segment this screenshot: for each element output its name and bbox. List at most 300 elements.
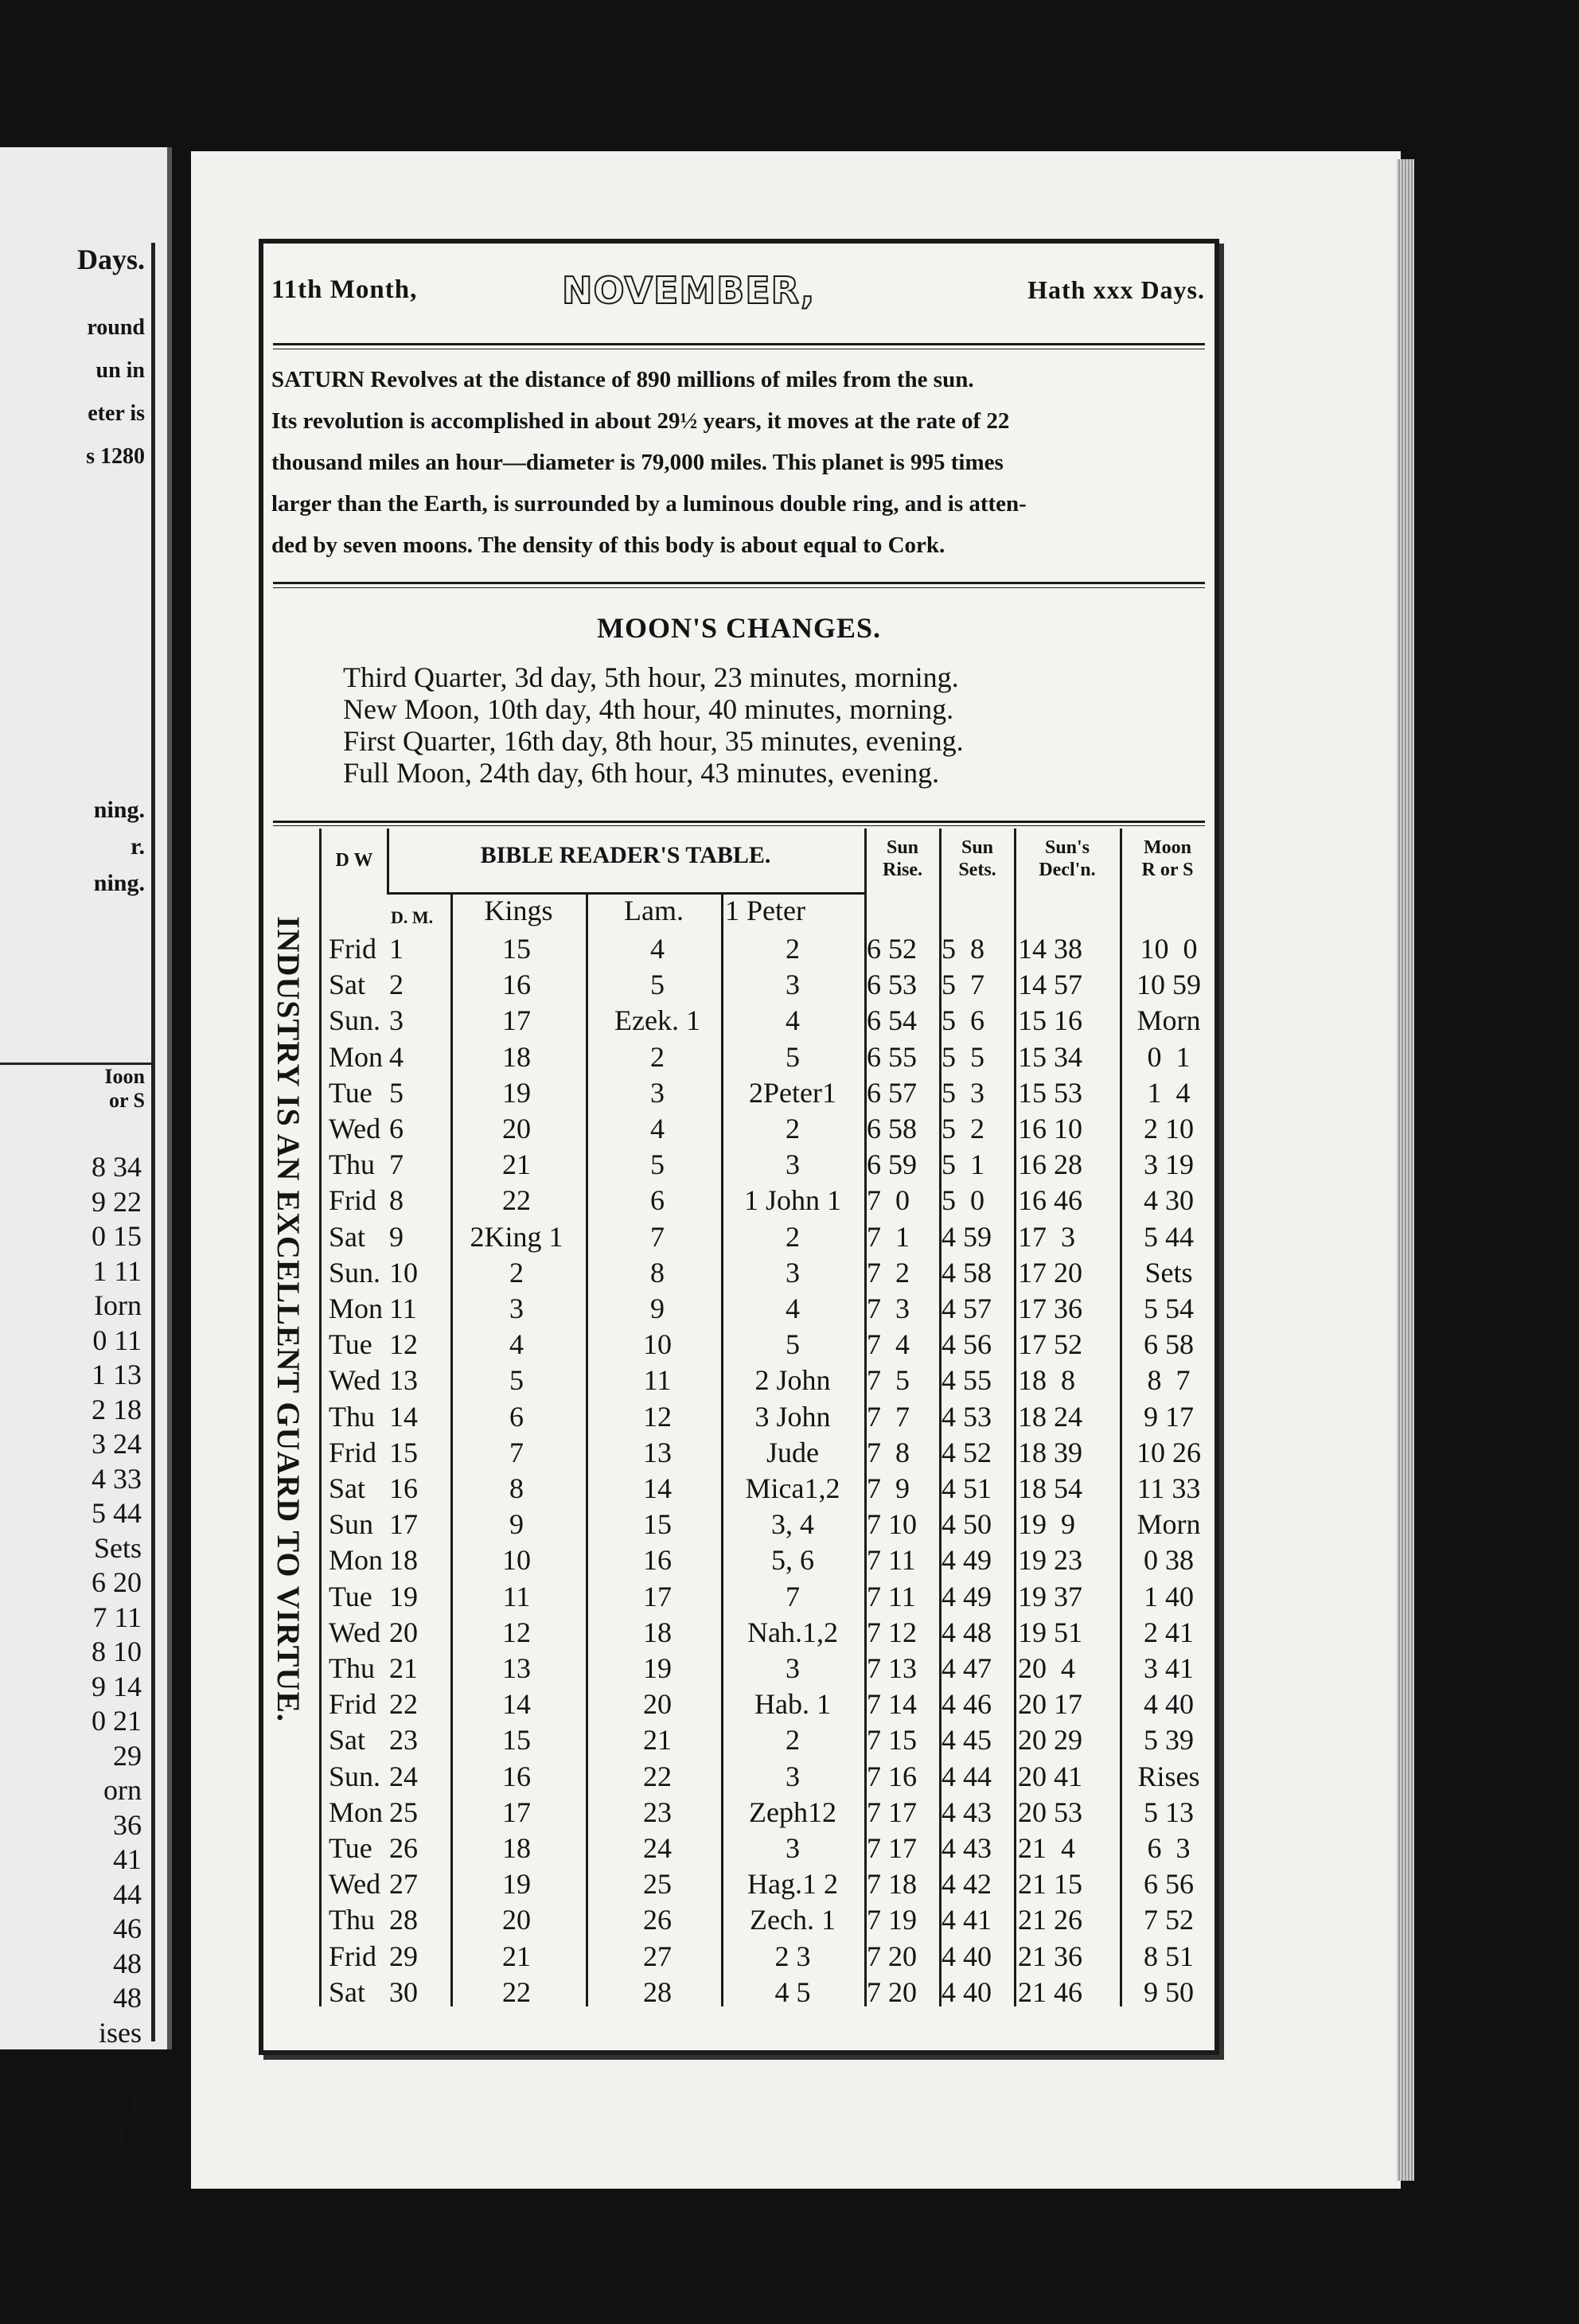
- moon-changes-lines: [343, 661, 964, 789]
- moon-rise-set-cell: Morn: [1136, 1508, 1201, 1541]
- day-of-month-cell: 16: [389, 1472, 418, 1504]
- left-value: 7 11: [92, 1601, 142, 1633]
- left-value: 5 44: [92, 1497, 142, 1529]
- table-row: [263, 1903, 1214, 1938]
- left-moon-lines: [0, 792, 151, 902]
- day-of-week-cell: Mon: [329, 1293, 384, 1324]
- sunset-cell: 4 45: [942, 1724, 992, 1757]
- sunrise-cell: 7 0: [867, 1184, 910, 1217]
- sunset-cell: 5 3: [942, 1076, 984, 1109]
- divider: [273, 343, 1205, 345]
- sunrise-cell: 7 1: [867, 1220, 910, 1253]
- sunrise-cell: 7 3: [867, 1293, 910, 1324]
- table-row: [263, 1831, 1214, 1866]
- peter-reading-cell: 2 3: [774, 1940, 811, 1972]
- day-of-month-cell: 12: [389, 1328, 418, 1361]
- left-value: 2: [127, 2189, 142, 2221]
- peter-reading-cell: Hab. 1: [754, 1688, 831, 1721]
- left-moon-line: r.: [130, 833, 145, 860]
- peter-reading-cell: 3 John: [754, 1400, 831, 1433]
- sunset-cell: 4 42: [942, 1868, 992, 1901]
- table-row: [263, 1651, 1214, 1686]
- sunset-cell: 4 47: [942, 1652, 992, 1684]
- peter-reading-cell: 3: [786, 1148, 800, 1181]
- left-value: 6 20: [92, 1566, 142, 1598]
- sun-declination-cell: 19 37: [1018, 1580, 1082, 1612]
- left-value: 48: [113, 1947, 142, 1979]
- day-of-week-cell: Tue: [329, 1580, 372, 1612]
- sunset-cell: 4 49: [942, 1544, 992, 1577]
- subhead-dm: D. M.: [391, 907, 434, 927]
- day-of-month-cell: 20: [389, 1616, 418, 1648]
- kings-reading-cell: 22: [502, 1184, 531, 1217]
- lam-reading-cell: 17: [643, 1580, 672, 1612]
- sunrise-cell: 7 11: [867, 1544, 916, 1577]
- table-row: [263, 1436, 1214, 1471]
- lam-reading-cell: 25: [643, 1868, 672, 1901]
- table-row: [263, 1040, 1214, 1075]
- kings-reading-cell: 15: [502, 933, 531, 965]
- table-row: [263, 932, 1214, 967]
- left-facing-page: [0, 147, 172, 2221]
- table-row: [263, 1183, 1214, 1219]
- peter-reading-cell: Nah.1,2: [747, 1616, 838, 1648]
- peter-reading-cell: 4: [786, 1004, 800, 1037]
- sunrise-cell: 7 13: [867, 1652, 917, 1684]
- peter-reading-cell: 2 John: [754, 1364, 831, 1397]
- sunrise-cell: 7 18: [867, 1868, 917, 1901]
- sunset-cell: 4 44: [942, 1760, 992, 1792]
- sun-declination-cell: 16 28: [1018, 1148, 1082, 1181]
- day-of-week-cell: Sat: [329, 1724, 366, 1757]
- day-of-week-cell: Sun: [329, 1508, 374, 1541]
- lam-reading-cell: 22: [643, 1760, 672, 1792]
- paragraph-line: Its revolution is accomplished in about 29½ years, it moves at the rate of 22: [271, 408, 1010, 434]
- moon-rise-set-cell: 4 40: [1144, 1688, 1194, 1721]
- day-of-week-cell: Sat: [329, 1220, 366, 1253]
- left-value: 2 18: [92, 1393, 142, 1425]
- moon-rise-set-cell: 6 56: [1144, 1868, 1194, 1901]
- day-of-week-cell: Mon: [329, 1544, 384, 1577]
- day-of-month-cell: 15: [389, 1436, 418, 1468]
- left-moon-line: ning.: [93, 797, 145, 823]
- day-of-month-cell: 14: [389, 1400, 418, 1433]
- moon-rise-set-cell: 6 3: [1147, 1832, 1191, 1864]
- lam-reading-cell: 5: [650, 1148, 665, 1181]
- left-moon-line: ning.: [93, 870, 145, 896]
- moon-rise-set-cell: 2 41: [1144, 1616, 1194, 1648]
- sunrise-cell: 7 2: [867, 1256, 910, 1289]
- kings-reading-cell: 17: [502, 1004, 531, 1037]
- peter-reading-cell: 3: [786, 1652, 800, 1684]
- table-row: [263, 1148, 1214, 1183]
- divider: [273, 582, 1205, 584]
- moon-rise-set-cell: 7 52: [1144, 1904, 1194, 1936]
- column-head-line: Sun: [886, 837, 919, 858]
- day-of-week-cell: Tue: [329, 1832, 372, 1864]
- sunset-cell: 4 50: [942, 1508, 992, 1541]
- peter-reading-cell: 3, 4: [771, 1508, 814, 1541]
- sun-declination-cell: 18 39: [1018, 1436, 1082, 1468]
- sunrise-cell: 7 19: [867, 1904, 917, 1936]
- sunset-cell: 4 43: [942, 1832, 992, 1864]
- kings-reading-cell: 8: [509, 1472, 524, 1504]
- day-of-week-cell: Frid: [329, 1436, 377, 1468]
- sunrise-cell: 6 54: [867, 1004, 917, 1037]
- peter-reading-cell: 2: [786, 1724, 800, 1757]
- day-of-month-cell: 10: [389, 1256, 418, 1289]
- kings-reading-cell: 13: [502, 1652, 531, 1684]
- divider: [273, 587, 1205, 588]
- sun-declination-cell: 21 4: [1018, 1832, 1075, 1864]
- column-head-line: Sets.: [958, 860, 996, 880]
- left-column-head-line: Ioon: [104, 1065, 145, 1088]
- sunrise-cell: 6 52: [867, 933, 917, 965]
- kings-reading-cell: 22: [502, 1975, 531, 2008]
- day-of-week-cell: Wed: [329, 1616, 381, 1648]
- left-value: 36: [113, 1808, 142, 1841]
- table-row: [263, 1687, 1214, 1722]
- day-of-week-cell: Sat: [329, 969, 366, 1001]
- day-of-month-cell: 28: [389, 1904, 418, 1936]
- peter-reading-cell: 3: [786, 1760, 800, 1792]
- table-row: [263, 1580, 1214, 1615]
- sunrise-cell: 7 4: [867, 1328, 910, 1361]
- kings-reading-cell: 12: [502, 1616, 531, 1648]
- day-of-week-cell: Frid: [329, 1940, 377, 1972]
- day-of-week-cell: Sat: [329, 1975, 366, 2008]
- sun-declination-cell: 15 16: [1018, 1004, 1082, 1037]
- lam-reading-cell: 16: [643, 1544, 672, 1577]
- day-of-month-cell: 2: [389, 969, 404, 1001]
- sunrise-cell: 6 58: [867, 1113, 917, 1144]
- moon-rise-set-cell: 3 19: [1144, 1148, 1194, 1181]
- sunset-cell: 4 48: [942, 1616, 992, 1648]
- left-value: 9 14: [92, 1670, 142, 1702]
- left-page-header: Days.: [76, 244, 145, 275]
- kings-reading-cell: 17: [502, 1796, 531, 1828]
- sun-declination-cell: 20 53: [1018, 1796, 1082, 1828]
- column-head-dw: D W: [335, 850, 373, 871]
- peter-reading-cell: 2: [786, 1220, 800, 1253]
- day-of-month-cell: 22: [389, 1688, 418, 1721]
- table-row: [263, 968, 1214, 1003]
- sunset-cell: 5 2: [942, 1113, 984, 1144]
- kings-reading-cell: 7: [509, 1436, 524, 1468]
- day-of-month-cell: 23: [389, 1724, 418, 1757]
- header-row: [263, 269, 1214, 323]
- kings-reading-cell: 21: [502, 1148, 531, 1181]
- sunset-cell: 4 46: [942, 1688, 992, 1721]
- lam-reading-cell: 18: [643, 1616, 672, 1648]
- column-head-line: Decl'n.: [1039, 860, 1096, 880]
- moon-change-line: Third Quarter, 3d day, 5th hour, 23 minutes, morning.: [343, 661, 959, 693]
- kings-reading-cell: 21: [502, 1940, 531, 1972]
- sun-declination-cell: 20 17: [1018, 1688, 1082, 1721]
- divider: [273, 821, 1205, 823]
- moon-rise-set-cell: 5 13: [1144, 1796, 1194, 1828]
- lam-reading-cell: 13: [643, 1436, 672, 1468]
- table-row: [263, 1507, 1214, 1542]
- left-value: 29: [113, 1739, 142, 1772]
- moon-rise-set-cell: 9 50: [1144, 1975, 1194, 2008]
- lam-reading-cell: 19: [643, 1652, 672, 1684]
- day-of-month-cell: 11: [389, 1293, 417, 1324]
- month-label: 11th Month,: [271, 275, 418, 304]
- moon-rise-set-cell: 8 51: [1144, 1940, 1194, 1972]
- lam-reading-cell: 20: [643, 1688, 672, 1721]
- sun-declination-cell: 21 46: [1018, 1975, 1082, 2008]
- divider: [273, 825, 1205, 826]
- kings-reading-cell: 16: [502, 1760, 531, 1792]
- subhead-peter: 1 Peter: [725, 895, 805, 926]
- column-head-line: Moon: [1144, 837, 1191, 858]
- kings-reading-cell: 16: [502, 969, 531, 1001]
- sunset-cell: 4 49: [942, 1580, 992, 1612]
- sunset-cell: 4 51: [942, 1472, 992, 1504]
- sunrise-cell: 7 9: [867, 1472, 910, 1504]
- table-row: [263, 1400, 1214, 1435]
- peter-reading-cell: 7: [786, 1580, 800, 1612]
- sun-declination-cell: 14 38: [1018, 933, 1082, 965]
- sunset-cell: 5 8: [942, 933, 984, 965]
- left-value: 8: [127, 2154, 142, 2187]
- day-of-week-cell: Frid: [329, 1688, 377, 1721]
- table-row: [263, 1256, 1214, 1291]
- day-of-month-cell: 25: [389, 1796, 418, 1828]
- day-of-month-cell: 21: [389, 1652, 418, 1684]
- kings-reading-cell: 14: [502, 1688, 531, 1721]
- left-column-head: [0, 1063, 151, 1113]
- day-of-month-cell: 29: [389, 1940, 418, 1972]
- day-of-month-cell: 19: [389, 1580, 418, 1612]
- moon-rise-set-cell: 3 41: [1144, 1652, 1194, 1684]
- moon-rise-set-cell: 10 0: [1140, 933, 1198, 965]
- lam-reading-cell: 15: [643, 1508, 672, 1541]
- lam-reading-cell: 21: [643, 1724, 672, 1757]
- days-label: Hath xxx Days.: [1027, 275, 1205, 304]
- sunset-cell: 4 58: [942, 1256, 992, 1289]
- sunset-cell: 4 53: [942, 1400, 992, 1433]
- saturn-paragraph: [271, 359, 1207, 566]
- sunset-cell: 5 6: [942, 1004, 984, 1037]
- day-of-month-cell: 5: [389, 1076, 404, 1109]
- day-of-week-cell: Thu: [329, 1904, 375, 1936]
- kings-reading-cell: 18: [502, 1832, 531, 1864]
- table-row: [263, 1220, 1214, 1255]
- column-head-line: Rise.: [883, 860, 922, 880]
- column-head-line: Sun: [961, 837, 994, 858]
- table-row: [263, 1004, 1214, 1039]
- day-of-week-cell: Thu: [329, 1652, 375, 1684]
- day-of-month-cell: 24: [389, 1760, 418, 1792]
- sun-declination-cell: 15 34: [1018, 1040, 1082, 1073]
- sunset-cell: 4 56: [942, 1328, 992, 1361]
- moon-rise-set-cell: 1 40: [1144, 1580, 1194, 1612]
- sunset-cell: 4 55: [942, 1364, 992, 1397]
- kings-reading-cell: 6: [509, 1400, 524, 1433]
- day-of-week-cell: Tue: [329, 1328, 372, 1361]
- left-column-head-line: or S: [108, 1089, 145, 1112]
- table-row: [263, 1076, 1214, 1111]
- almanac-frame: [259, 239, 1219, 2055]
- lam-reading-cell: Ezek. 1: [614, 1004, 700, 1037]
- left-text-line: un in: [96, 358, 145, 383]
- table-row: [263, 1867, 1214, 1902]
- lam-reading-cell: 9: [650, 1293, 665, 1324]
- paragraph-line: ded by seven moons. The density of this body is about equal to Cork.: [271, 532, 945, 558]
- moon-rise-set-cell: 1 4: [1147, 1076, 1191, 1109]
- page-title: NOVEMBER,: [562, 269, 816, 312]
- day-of-week-cell: Thu: [329, 1400, 375, 1433]
- moon-rise-set-cell: 5 54: [1144, 1293, 1194, 1324]
- sun-declination-cell: 19 23: [1018, 1544, 1082, 1577]
- left-value: 4 33: [92, 1462, 142, 1495]
- left-value: ises: [99, 2016, 142, 2049]
- lam-reading-cell: 27: [643, 1940, 672, 1972]
- sun-declination-cell: 18 24: [1018, 1400, 1082, 1433]
- paragraph-line: SATURN Revolves at the distance of 890 millions of miles from the sun.: [271, 367, 974, 392]
- kings-reading-cell: 10: [502, 1544, 531, 1577]
- peter-reading-cell: 3: [786, 969, 800, 1001]
- left-text-line: eter is: [88, 401, 145, 426]
- sunrise-cell: 7 10: [867, 1508, 917, 1541]
- sunset-cell: 4 59: [942, 1220, 992, 1253]
- moon-rise-set-cell: 0 1: [1147, 1040, 1191, 1073]
- left-value: 3 24: [92, 1428, 142, 1460]
- day-of-week-cell: Mon: [329, 1796, 384, 1828]
- left-value: 46: [113, 1913, 142, 1944]
- sun-declination-cell: 17 36: [1018, 1293, 1082, 1324]
- table-row: [263, 1292, 1214, 1327]
- kings-reading-cell: 15: [502, 1724, 531, 1757]
- kings-reading-cell: 4: [509, 1328, 524, 1361]
- sun-declination-cell: 20 29: [1018, 1724, 1082, 1757]
- column-head-decl: [1016, 836, 1118, 881]
- sun-declination-cell: 21 26: [1018, 1904, 1082, 1936]
- sun-declination-cell: 17 3: [1018, 1220, 1075, 1253]
- peter-reading-cell: 3: [786, 1832, 800, 1864]
- moon-rise-set-cell: 5 44: [1144, 1220, 1194, 1253]
- day-of-month-cell: 30: [389, 1975, 418, 2008]
- lam-reading-cell: 11: [643, 1364, 672, 1397]
- table-row: [263, 1975, 1214, 2010]
- lam-reading-cell: 4: [650, 1113, 665, 1144]
- sunrise-cell: 7 16: [867, 1760, 917, 1792]
- table-row: [263, 1112, 1214, 1147]
- left-values-column: [0, 1150, 151, 2224]
- moon-rise-set-cell: 5 39: [1144, 1724, 1194, 1757]
- peter-reading-cell: Mica1,2: [745, 1472, 840, 1504]
- kings-reading-cell: 3: [509, 1293, 524, 1324]
- kings-reading-cell: 20: [502, 1904, 531, 1936]
- day-of-month-cell: 9: [389, 1220, 404, 1253]
- moon-changes-title: MOON'S CHANGES.: [596, 612, 882, 644]
- moon-rise-set-cell: 10 26: [1136, 1436, 1201, 1468]
- peter-reading-cell: 5, 6: [771, 1544, 814, 1577]
- sunset-cell: 5 1: [942, 1148, 984, 1181]
- peter-reading-cell: Jude: [766, 1436, 819, 1468]
- lam-reading-cell: 26: [643, 1904, 672, 1936]
- moon-rise-set-cell: Morn: [1136, 1004, 1201, 1037]
- paragraph-line: thousand miles an hour—diameter is 79,000 miles. This planet is 995 times: [271, 450, 1004, 475]
- left-value: Sets: [93, 1531, 142, 1564]
- kings-reading-cell: 20: [502, 1113, 531, 1144]
- left-text-line: s 1280: [86, 444, 145, 469]
- paragraph-line: larger than the Earth, is surrounded by a luminous double ring, and is atten-: [271, 491, 1027, 517]
- sun-declination-cell: 18 8: [1018, 1364, 1075, 1397]
- lam-reading-cell: 2: [650, 1040, 665, 1073]
- sunrise-cell: 7 8: [867, 1436, 910, 1468]
- day-of-month-cell: 8: [389, 1184, 404, 1217]
- moon-change-line: First Quarter, 16th day, 8th hour, 35 minutes, evening.: [343, 725, 964, 757]
- day-of-month-cell: 13: [389, 1364, 418, 1397]
- moon-rise-set-cell: Sets: [1144, 1256, 1193, 1289]
- peter-reading-cell: 4 5: [774, 1975, 811, 2008]
- left-text-line: round: [87, 315, 145, 340]
- subhead-lam: Lam.: [624, 895, 684, 926]
- kings-reading-cell: 5: [509, 1364, 524, 1397]
- sunrise-cell: 6 57: [867, 1076, 917, 1109]
- sun-declination-cell: 20 41: [1018, 1760, 1082, 1792]
- sunrise-cell: 7 12: [867, 1616, 917, 1648]
- day-of-month-cell: 6: [389, 1113, 404, 1144]
- subhead-kings: Kings: [484, 895, 553, 926]
- calendar-table: [263, 829, 1214, 2046]
- kings-reading-cell: 2King 1: [470, 1220, 563, 1253]
- sun-declination-cell: 16 10: [1018, 1113, 1082, 1144]
- day-of-week-cell: Thu: [329, 1148, 375, 1181]
- table-row: [263, 1616, 1214, 1651]
- day-of-week-cell: Wed: [329, 1364, 381, 1397]
- moon-rise-set-cell: Rises: [1137, 1760, 1200, 1792]
- lam-reading-cell: 4: [650, 933, 665, 965]
- lam-reading-cell: 5: [650, 969, 665, 1001]
- sunrise-cell: 7 20: [867, 1975, 917, 2008]
- table-row: [263, 1472, 1214, 1507]
- left-value: 8 34: [92, 1151, 142, 1183]
- table-row: [263, 1796, 1214, 1831]
- sunrise-cell: 7 7: [867, 1400, 910, 1433]
- left-value: 1 11: [92, 1254, 142, 1287]
- sunset-cell: 4 43: [942, 1796, 992, 1828]
- peter-reading-cell: 2Peter1: [749, 1076, 836, 1109]
- peter-reading-cell: 5: [786, 1328, 800, 1361]
- day-of-month-cell: 26: [389, 1832, 418, 1864]
- column-rule: [387, 829, 389, 892]
- day-of-month-cell: 17: [389, 1508, 418, 1541]
- left-value: 17: [113, 2120, 142, 2152]
- sunrise-cell: 7 15: [867, 1724, 917, 1757]
- sun-declination-cell: 19 51: [1018, 1616, 1082, 1648]
- lam-reading-cell: 10: [643, 1328, 672, 1361]
- day-of-month-cell: 7: [389, 1148, 404, 1181]
- kings-reading-cell: 18: [502, 1040, 531, 1073]
- peter-reading-cell: Zech. 1: [750, 1904, 836, 1936]
- kings-reading-cell: 9: [509, 1508, 524, 1541]
- day-of-week-cell: Sun.: [329, 1760, 381, 1792]
- sunset-cell: 4 52: [942, 1436, 992, 1468]
- moon-rise-set-cell: 11 33: [1136, 1472, 1201, 1504]
- sunset-cell: 5 0: [942, 1184, 984, 1217]
- day-of-week-cell: Sat: [329, 1472, 366, 1504]
- sunrise-cell: 7 14: [867, 1688, 917, 1721]
- left-value: 44: [113, 1878, 142, 1910]
- lam-reading-cell: 24: [643, 1832, 672, 1864]
- sun-declination-cell: 17 52: [1018, 1328, 1082, 1361]
- sunrise-cell: 6 55: [867, 1040, 917, 1073]
- table-row: [263, 1328, 1214, 1363]
